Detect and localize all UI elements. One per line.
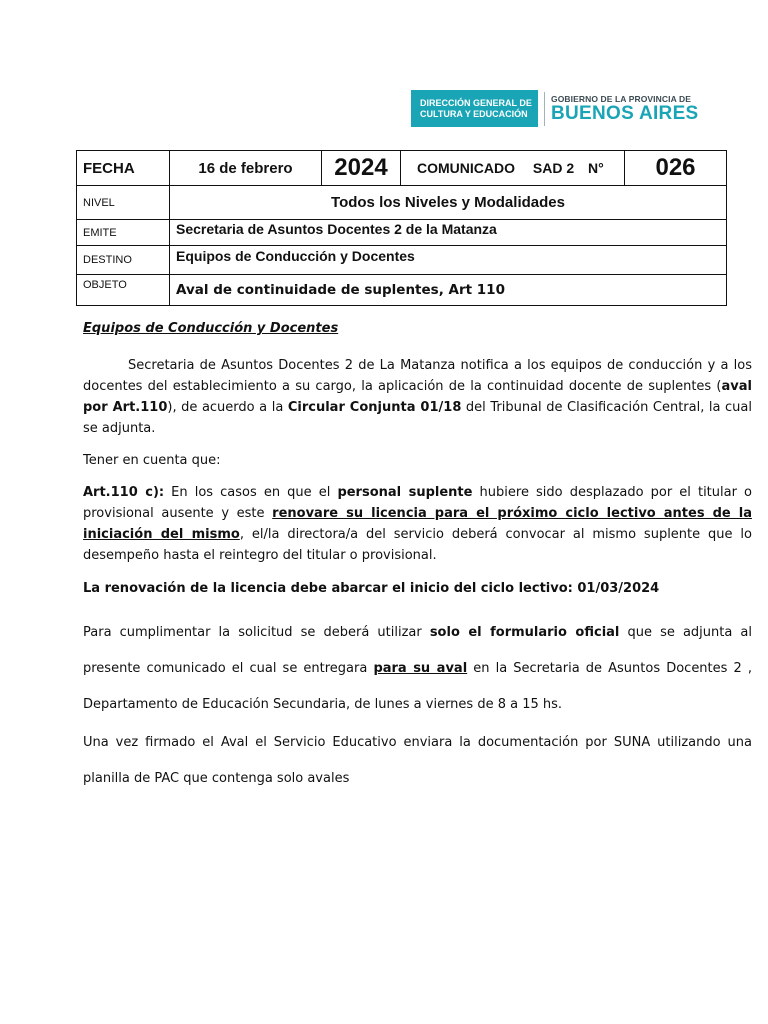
p1-text-c: ), de acuerdo a la: [167, 400, 288, 415]
fecha-label: FECHA: [77, 151, 170, 186]
logo-pba: [551, 94, 699, 124]
p5-text-e: en la Secretaria de Asuntos Docentes 2 , Departamento de Educación Secundaria, de lunes a viernes de 8 a 15 hs.: [83, 661, 753, 712]
destino-value: Equipos de Conducción y Docentes: [170, 246, 727, 275]
p3-text-b: En los casos en que el: [164, 485, 338, 500]
table-row-nivel: [77, 186, 727, 220]
p1-text-e: del Tribunal de Clasificación Central, la cual se adjunta.: [83, 400, 753, 436]
sad-label: SAD 2: [532, 160, 575, 176]
recipients-heading: Equipos de Conducción y Docentes: [83, 321, 339, 336]
comunicado-cell: [401, 151, 625, 186]
emite-value: Secretaria de Asuntos Docentes 2 de la Matanza: [170, 220, 727, 246]
destino-label: DESTINO: [77, 246, 170, 275]
p5-bold-underline-aval: para su aval: [373, 661, 468, 676]
table-row-fecha: [77, 151, 727, 186]
fecha-value: 16 de febrero: [170, 151, 322, 186]
table-row-emite: [77, 220, 727, 246]
paragraph-art110: [83, 482, 752, 566]
paragraph-form: [83, 615, 752, 723]
logo-box-line1: DIRECCIÓN GENERAL DE: [420, 97, 532, 108]
p4-bold-renewal: La renovación de la licencia debe abarcar el inicio del ciclo lectivo: 01/03/2024: [83, 581, 660, 596]
logo-dgce-box: [411, 90, 538, 127]
table-row-objeto: [77, 275, 727, 306]
communique-body: [83, 318, 752, 797]
p3-text-d: hubiere sido desplazado por el titular o provisional ausente y este: [83, 485, 752, 521]
p1-text-a: Secretaria de Asuntos Docentes 2 de La Matanza notifica a los equipos de conducción y a los docentes del establecimiento a su cargo, la aplicación de la continuidad docente de suplentes (: [83, 358, 752, 394]
communique-info-table: [76, 150, 727, 306]
p3-bold-suplente: personal suplente: [337, 485, 473, 500]
emite-label: EMITE: [77, 220, 170, 246]
logo-big-text: BUENOS AIRES: [551, 102, 699, 124]
p5-bold-formulario: solo el formulario oficial: [429, 625, 620, 640]
number-label: N°: [588, 160, 604, 176]
p5-text-c: que se adjunta al presente comunicado el cual se entregara: [83, 625, 752, 676]
logo-small-text: GOBIERNO DE LA PROVINCIA DE: [551, 93, 691, 104]
nivel-label: NIVEL: [77, 186, 170, 220]
paragraph-suna: Una vez firmado el Aval el Servicio Educativo enviara la documentación por SUNA utilizando una planilla de PAC que contenga solo avales: [83, 735, 752, 786]
paragraph-renewal: [83, 578, 752, 599]
logo-box-line2: CULTURA Y EDUCACIÓN: [420, 108, 528, 119]
p1-bold-circular: Circular Conjunta 01/18: [287, 400, 462, 415]
communique-number: 026: [625, 151, 727, 186]
paragraph-note: Tener en cuenta que:: [83, 453, 221, 468]
nivel-value: Todos los Niveles y Modalidades: [170, 186, 727, 220]
p1-bold-aval: aval por Art.110: [83, 379, 752, 415]
objeto-value: Aval de continuidade de suplentes, Art 110: [170, 275, 727, 306]
p3-bold-underline-renovare: renovare su licencia para el próximo ciclo lectivo antes de la iniciación del mismo: [83, 506, 752, 542]
comunicado-label: COMUNICADO: [417, 160, 515, 176]
p3-bold-art: Art.110 c):: [83, 485, 165, 500]
paragraph-intro: [83, 355, 752, 439]
year-value: 2024: [322, 151, 401, 186]
table-row-destino: [77, 246, 727, 275]
objeto-label: OBJETO: [77, 275, 170, 306]
logo-divider: [544, 92, 545, 126]
p5-text-a: Para cumplimentar la solicitud se deberá utilizar: [83, 625, 430, 640]
p3-text-f: , el/la directora/a del servicio deberá convocar al mismo suplente que lo desempeño hasta el reintegro del titular o provisional.: [83, 527, 752, 563]
header-logo: [411, 90, 699, 127]
